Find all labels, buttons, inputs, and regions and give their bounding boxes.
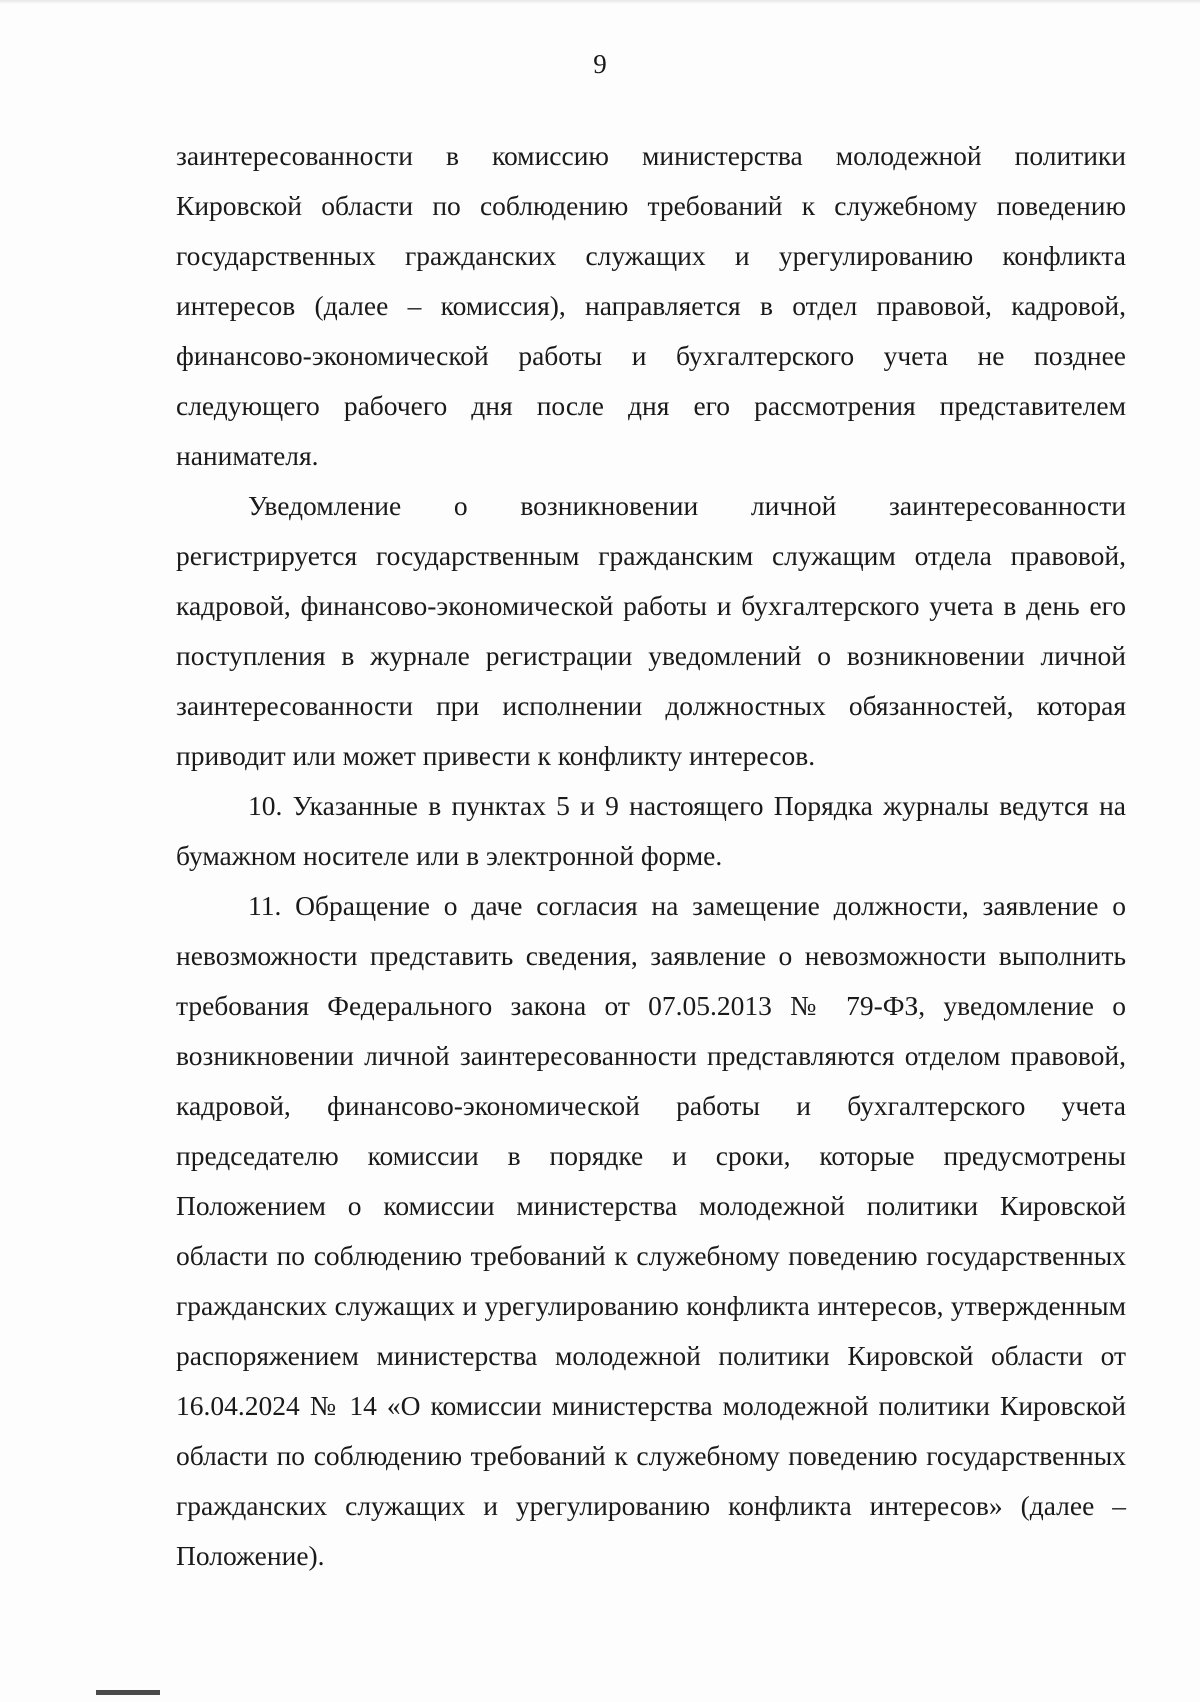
- paragraph-continuation: заинтересованности в комиссию министерства молодежной политики Кировской области по соблюдению требований к служебному поведению государственных гражданских служащих и урегулированию конфликта интересов (далее – комиссия), направляется в отдел правовой, кадровой, финансово-экономической работы и бухгалтерского учета не позднее следующего рабочего дня после дня его рассмотрения представителем нанимателя.: [176, 140, 1126, 471]
- document-body: [176, 131, 1126, 1581]
- paragraph-item-10: 10. Указанные в пунктах 5 и 9 настоящего Порядка журналы ведутся на бумажном носителе или в электронной форме.: [176, 790, 1126, 871]
- page-top-edge: [0, 0, 1200, 4]
- paragraph-notification-registration: Уведомление о возникновении личной заинтересованности регистрируется государственным гражданским служащим отдела правовой, кадровой, финансово-экономической работы и бухгалтерского учета в день его поступления в журнале регистрации уведомлений о возникновении личной заинтересованности при исполнении должностных обязанностей, которая приводит или может привести к конфликту интересов.: [176, 490, 1126, 771]
- paragraph-item-11: 11. Обращение о даче согласия на замещение должности, заявление о невозможности представить сведения, заявление о невозможности выполнить требования Федерального закона от 07.05.2013 № 79-ФЗ, уведомление о возникновении личной заинтересованности представляются отделом правовой, кадровой, финансово-экономической работы и бухгалтерского учета председателю комиссии в порядке и сроки, которые предусмотрены Положением о комиссии министерства молодежной политики Кировской области по соблюдению требований к служебному поведению государственных гражданских служащих и урегулированию конфликта интересов, утвержденным распоряжением министерства молодежной политики Кировской области от 16.04.2024 № 14 «О комиссии министерства молодежной политики Кировской области по соблюдению требований к служебному поведению государственных гражданских служащих и урегулированию конфликта интересов» (далее – Положение).: [176, 890, 1126, 1571]
- scan-edge-mark: [96, 1690, 160, 1695]
- page-number: 9: [593, 49, 607, 79]
